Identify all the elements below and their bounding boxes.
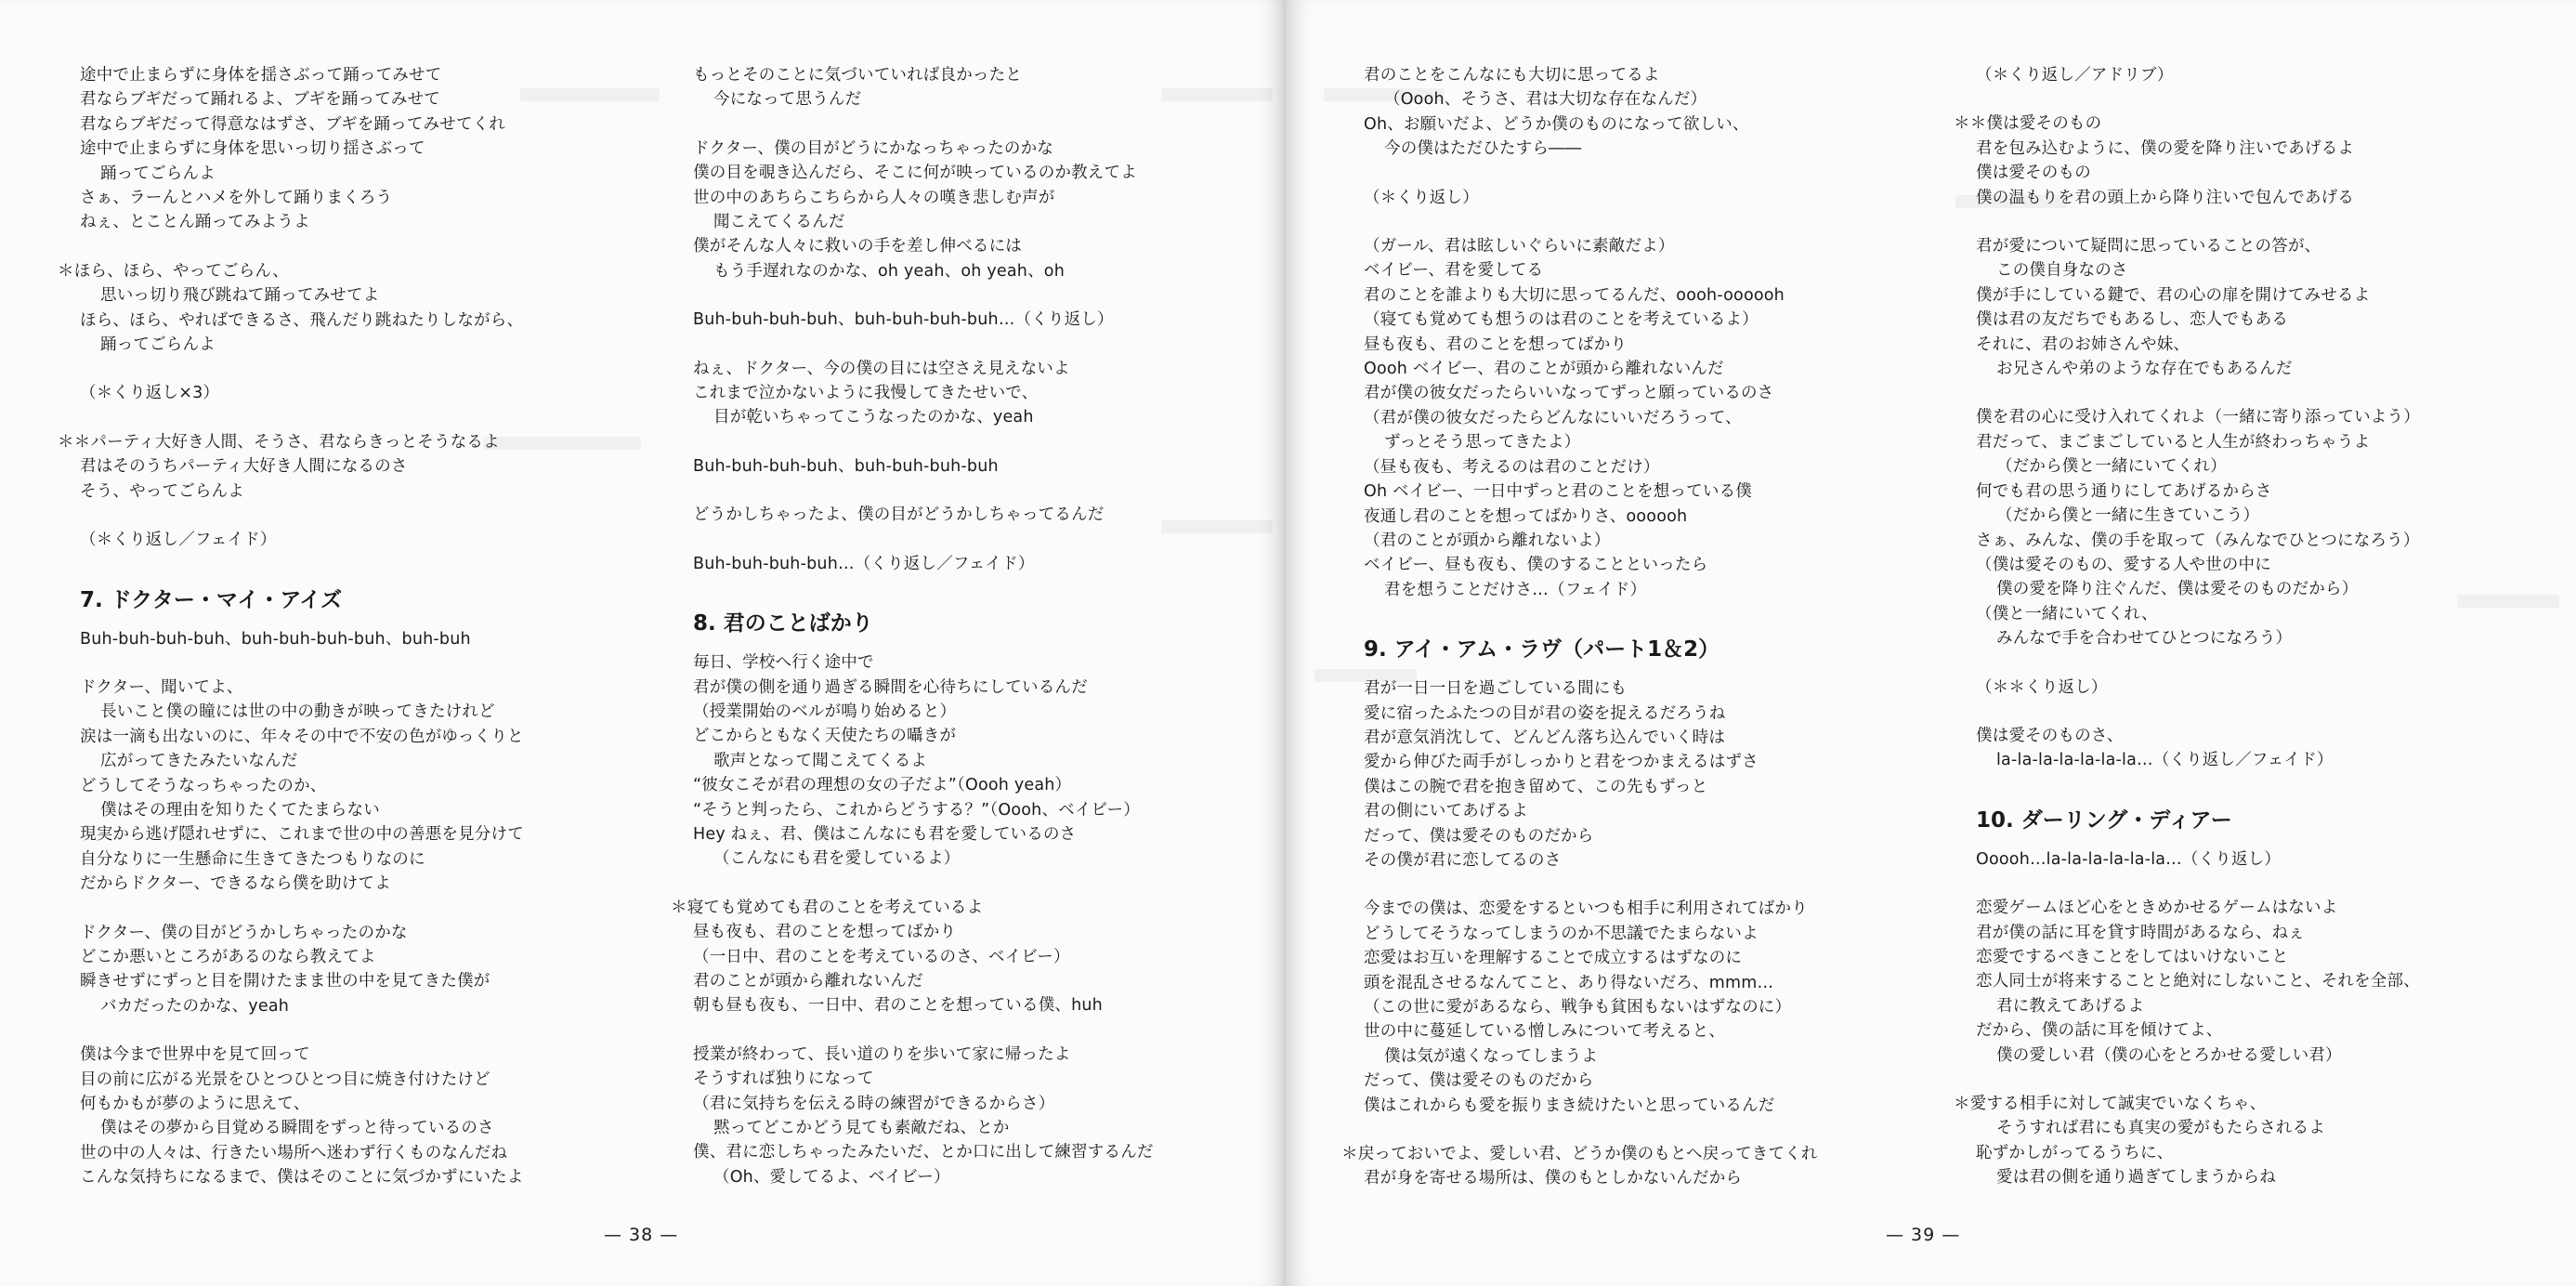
lyric-line: ベイビー、昼も夜も、僕のすることといったら <box>1364 556 1708 575</box>
lyric-line: 授業が終わって、長い道のりを歩いて家に帰ったよ <box>693 1044 1071 1064</box>
lyric-line: 君が愛について疑問に思っていることの答が、 <box>1976 237 2321 256</box>
song-title: 8. 君のことばかり <box>693 611 873 636</box>
lyric-line: ＊愛する相手に対して誠実でいなくちゃ、 <box>1954 1095 2267 1113</box>
lyric-line: 途中で止まらずに身体を揺さぶって踊ってみせて <box>80 66 442 85</box>
stanza-gap <box>1976 87 2496 112</box>
lyric-line: バカだったのかな、yeah <box>100 996 290 1016</box>
lyric-line: ほら、ほら、やればできるさ、飛んだり跳ねたりしながら、 <box>80 310 524 330</box>
lyric-line: その僕が君に恋してるのさ <box>1364 850 1562 870</box>
lyric-line: Oh ベイビー、一日中ずっと君のことを想っている僕 <box>1364 482 1752 502</box>
lyric-line: どうしてそうなってしまうのか不思議でたまらないよ <box>1364 924 1759 943</box>
lyric-line: ずっとそう思ってきたよ） <box>1384 433 1581 453</box>
lyric-line: こんな気持ちになるまで、僕はそのことに気づかずにいたよ <box>80 1168 524 1188</box>
stanza-gap <box>693 1018 1213 1043</box>
lyric-line: ＊＊僕は愛そのもの <box>1954 114 2102 134</box>
lyric-line: ドクター、僕の目がどうにかなっちゃったのかな <box>693 138 1053 158</box>
lyric-line: 愛から伸びた両手がしっかりと君をつかまえるはずさ <box>1364 753 1759 772</box>
lyric-line: 僕の温もりを君の頭上から降り注いで包んであげる <box>1976 188 2355 207</box>
page-number: — 38 — <box>604 1225 679 1245</box>
lyric-line: 瞬きせずにずっと目を開けたまま世の中を見てきた僕が <box>80 972 490 991</box>
lyric-line: “そうと判ったら、これからどうする？”（Oooh、ベイビー） <box>693 800 1140 820</box>
lyric-line: （昼も夜も、考えるのは君のことだけ） <box>1364 457 1660 477</box>
lyrics-page-38 <box>0 0 1286 1286</box>
stanza-gap <box>1976 1068 2496 1092</box>
stanza-gap <box>1976 381 2496 405</box>
lyric-line: 僕が手にしている鍵で、君の心の扉を開けてみせるよ <box>1976 285 2371 305</box>
stanza-gap <box>693 576 1213 600</box>
lyric-line: 今になって思うんだ <box>713 90 862 110</box>
stanza-gap <box>693 528 1213 552</box>
lyrics-column-left-2 <box>671 63 1213 1189</box>
song-title: 9. アイ・アム・ラヴ（パート1＆2） <box>1364 637 1720 663</box>
stanza-gap <box>80 651 600 676</box>
lyric-line: Buh-buh-buh-buh、buh-buh-buh-buh <box>693 456 999 476</box>
lyric-line: （僕と一緒にいてくれ、 <box>1976 604 2158 623</box>
lyric-line: 君が身を寄せる場所は、僕のもとしかないんだから <box>1364 1169 1743 1188</box>
lyric-line: （＊くり返し／フェイド） <box>80 531 277 550</box>
lyric-line: 昼も夜も、君のことを想ってばかり <box>693 923 957 942</box>
lyric-line: （＊＊くり返し） <box>1976 677 2108 697</box>
lyric-line: 君の側にいてあげるよ <box>1364 802 1528 821</box>
lyric-line: （この世に愛があるなら、戦争も貧困もないはずなのに） <box>1364 998 1792 1017</box>
lyric-line: 今までの僕は、恋愛をするといつも相手に利用されてばかり <box>1364 899 1808 919</box>
lyric-line: 涙は一滴も出ないのに、年々その中で不安の色がゆっくりと <box>80 727 524 746</box>
lyric-line: 世の中のあちらこちらから人々の嘆き悲しむ声が <box>693 188 1055 207</box>
lyric-line: 恋愛はお互いを理解することで成立するはずなのに <box>1364 949 1743 968</box>
lyric-line: 目の前に広がる光景をひとつひとつ目に焼き付けたけど <box>80 1069 490 1089</box>
stanza-gap <box>80 406 600 430</box>
lyric-line: 僕の愛を降り注ぐんだ、僕は愛そのものだから） <box>1996 580 2359 599</box>
lyric-line: 君に教えてあげるよ <box>1996 996 2145 1016</box>
stanza-gap <box>1976 700 2496 724</box>
lyric-line: （僕は愛そのもの、愛する人や世の中に <box>1976 555 2271 574</box>
lyric-line: 僕は今まで世界中を見て回って <box>80 1045 310 1065</box>
lyric-line: 愛は君の側を通り過ぎてしまうからね <box>1996 1168 2276 1188</box>
lyric-line: お兄さんや弟のような存在でもあるんだ <box>1996 360 2293 379</box>
lyric-line: 朝も昼も夜も、一日中、君のことを想っている僕、huh <box>693 996 1103 1016</box>
lyric-line: 君が僕の側を通り過ぎる瞬間を心待ちにしているんだ <box>693 677 1088 697</box>
lyric-line: 僕がそんな人々に救いの手を差し伸べるには <box>693 237 1022 256</box>
lyrics-column-left-1 <box>58 63 600 1190</box>
lyric-line: さぁ、みんな、僕の手を取って（みんなでひとつになろう） <box>1976 531 2420 550</box>
lyric-line: 広がってきたみたいなんだ <box>100 752 298 771</box>
lyric-line: 毎日、学校へ行く途中で <box>693 653 874 673</box>
lyric-line: 恋愛でするべきことをしてはいけないこと <box>1976 947 2289 966</box>
lyric-line: Hey ねぇ、君、僕はこんなにも君を愛しているのさ <box>693 824 1077 844</box>
lyric-line: 黙ってどこかどう見ても素敵だね、とか <box>713 1119 1010 1137</box>
lyric-line: もっとそのことに気づいていれば良かったと <box>693 66 1022 85</box>
lyrics-column-right-1 <box>1341 63 1884 1191</box>
lyric-line: 僕は君の友だちでもあるし、恋人でもある <box>1976 310 2289 330</box>
lyric-line: 僕はその夢から目覚める瞬間をずっと待っているのさ <box>100 1119 494 1138</box>
lyric-line: 君が僕の話に耳を貸す時間があるなら、ねぇ <box>1976 923 2305 942</box>
song-title: 10. ダーリング・ディアー <box>1976 807 2232 833</box>
lyric-line: 恋人同士が将来することと絶対にしないこと、それを全部、 <box>1976 972 2420 991</box>
lyric-line: ドクター、聞いてよ、 <box>80 677 243 697</box>
lyric-line: 世の中に蔓延している憎しみについて考えると、 <box>1364 1022 1726 1042</box>
lyric-line: la-la-la-la-la-la-la…（くり返し／フェイド） <box>1996 751 2334 770</box>
lyric-line: （一日中、君のことを考えているのさ、ベイビー） <box>693 947 1070 966</box>
lyric-line: 夜通し君のことを想ってばかりさ、oooooh <box>1364 506 1688 526</box>
lyric-line: （ガール、君は眩しいぐらいに素敵だよ） <box>1364 237 1675 256</box>
lyric-line: 僕は愛そのものさ、 <box>1976 726 2124 745</box>
lyric-line: 途中で止まらずに身体を思いっ切り揺さぶって <box>80 139 425 159</box>
lyric-line: 歌声となって聞こえてくるよ <box>713 751 928 770</box>
page-number: — 39 — <box>1886 1225 1961 1245</box>
stanza-gap <box>693 112 1213 137</box>
stanza-gap <box>1976 210 2496 234</box>
lyric-line: 思いっ切り飛び跳ねて踊ってみせてよ <box>100 286 380 306</box>
lyric-line: Buh-buh-buh-buh…（くり返し／フェイド） <box>693 554 1035 573</box>
lyric-line: ＊寝ても覚めても君のことを考えているよ <box>671 898 984 917</box>
lyric-line: （君が僕の彼女だったらどんなにいいだろうって、 <box>1364 408 1742 427</box>
lyric-line: （Oh、愛してるよ、ベイビー） <box>713 1167 950 1187</box>
stanza-gap <box>80 235 600 259</box>
lyric-line: 僕は愛そのもの <box>1976 164 2091 183</box>
lyric-line: 今の僕はただひたすら―― <box>1384 139 1582 159</box>
lyric-line: 自分なりに一生懸命に生きてきたつもりなのに <box>80 849 425 869</box>
lyric-line: ベイビー、君を愛してる <box>1364 261 1544 281</box>
lyric-line: この僕自身なのさ <box>1996 261 2128 281</box>
stanza-gap <box>1364 1118 1884 1142</box>
stanza-gap <box>1976 773 2496 797</box>
lyric-line: 君を想うことだけさ…（フェイド） <box>1384 580 1647 599</box>
lyric-line: Buh-buh-buh-buh、buh-buh-buh-buh、buh-buh <box>80 629 471 649</box>
lyric-line: 君のことをこんなにも大切に思ってるよ <box>1364 66 1660 85</box>
stanza-gap <box>693 333 1213 357</box>
lyric-line: 僕はその理由を知りたくてたまらない <box>100 800 380 820</box>
lyric-line: 現実から逃げ隠れせずに、これまで世の中の善悪を見分けて <box>80 825 524 845</box>
lyric-line: 頭を混乱させるなんてこと、あり得ないだろ、mmm… <box>1364 973 1774 992</box>
lyric-line: （だから僕と一緒に生きていこう） <box>1996 506 2260 526</box>
stanza-gap <box>1364 210 1884 234</box>
lyric-line: 僕の目を覗き込んだら、そこに何が映っているのか教えてよ <box>693 164 1137 183</box>
lyric-line: （だから僕と一緒にいてくれ） <box>1996 457 2227 477</box>
lyric-line: 踊ってごらんよ <box>100 164 216 183</box>
lyric-line: どこか悪いところがあるのなら教えてよ <box>80 947 376 966</box>
lyric-line: 君だって、まごまごしていると人生が終わっちゃうよ <box>1976 432 2371 452</box>
stanza-gap <box>693 283 1213 308</box>
lyric-line: Buh-buh-buh-buh、buh-buh-buh-buh…（くり返し） <box>693 310 1114 330</box>
lyric-line: （君に気持ちを伝える時の練習ができるからさ） <box>693 1094 1055 1113</box>
lyric-line: 目が乾いちゃってこうなったのかな、yeah <box>713 408 1034 427</box>
lyric-line: ねぇ、ドクター、今の僕の目には空さえ見えないよ <box>693 359 1070 378</box>
stanza-gap <box>80 553 600 577</box>
stanza-gap <box>1364 602 1884 626</box>
lyric-line: 恋愛ゲームほど心をときめかせるゲームはないよ <box>1976 899 2338 918</box>
stanza-gap <box>1364 873 1884 897</box>
lyric-line: 君が一日一日を過ごしている間にも <box>1364 679 1628 699</box>
lyric-line: ＊＊パーティ大好き人間、そうさ、君ならきっとそうなるよ <box>58 432 500 452</box>
lyric-line: だからドクター、できるなら僕を助けてよ <box>80 874 391 894</box>
lyric-line: （＊くり返し／アドリブ） <box>1976 66 2174 85</box>
stanza-gap <box>80 897 600 921</box>
lyric-line: ＊ほら、ほら、やってごらん、 <box>58 261 289 281</box>
lyric-line: Ooooh…la-la-la-la-la-la…（くり返し） <box>1976 849 2282 869</box>
lyric-line: （Oooh、そうさ、君は大切な存在なんだ） <box>1384 90 1707 110</box>
stanza-gap <box>1976 651 2496 676</box>
stanza-gap <box>80 357 600 381</box>
lyric-line: （寝ても覚めても想うのは君のことを考えているよ） <box>1364 310 1759 330</box>
lyric-line: 長いこと僕の瞳には世の中の動きが映ってきたけれど <box>100 702 495 722</box>
lyric-line: どこからともなく天使たちの囁きが <box>693 727 957 746</box>
stanza-gap <box>693 430 1213 454</box>
lyric-line: 僕を君の心に受け入れてくれよ（一緒に寄り添っていよう） <box>1976 408 2420 427</box>
lyric-line: （こんなにも君を愛しているよ） <box>713 849 961 869</box>
lyric-line: 恥ずかしがってるうちに、 <box>1976 1143 2174 1162</box>
lyric-line: 君のことを誰よりも大切に思ってるんだ、oooh-oooooh <box>1364 285 1785 305</box>
song-title: 7. ドクター・マイ・アイズ <box>80 587 343 612</box>
lyric-line: だって、僕は愛そのものだから <box>1364 1071 1594 1091</box>
lyric-line: みんなで手を合わせてひとつになろう） <box>1996 629 2293 649</box>
lyric-line: 僕の愛しい君（僕の心をとろかせる愛しい君） <box>1996 1045 2342 1065</box>
lyric-line: 世の中の人々は、行きたい場所へ迷わず行くものなんだね <box>80 1143 508 1162</box>
lyric-line: 僕、君に恋しちゃったみたいだ、とか口に出して練習するんだ <box>693 1143 1154 1162</box>
stanza-gap <box>1976 872 2496 896</box>
lyric-line: 君はそのうちパーティ大好き人間になるのさ <box>80 457 408 477</box>
lyric-line: そうすれば独りになって <box>693 1069 874 1089</box>
lyric-line: Oooh ベイビー、君のことが頭から離れないんだ <box>1364 360 1724 379</box>
lyric-line: 何もかもが夢のように思えて、 <box>80 1095 310 1113</box>
lyric-line: “彼女こそが君の理想の女の子だよ”（Oooh yeah） <box>693 776 1072 795</box>
stanza-gap <box>1364 162 1884 186</box>
lyrics-page-39 <box>1287 0 2576 1286</box>
lyric-line: 君を包み込むように、僕の愛を降り注いであげるよ <box>1976 138 2355 158</box>
lyric-line: 君ならブギだって得意なはずさ、ブギを踊ってみせてくれ <box>80 114 506 134</box>
lyric-line: 君が僕の彼女だったらいいなってずっと願っているのさ <box>1364 384 1774 403</box>
lyric-line: どうかしちゃったよ、僕の目がどうかしちゃってるんだ <box>693 505 1105 525</box>
lyric-line: だって、僕は愛そのものだから <box>1364 826 1594 846</box>
stanza-gap <box>693 479 1213 503</box>
lyrics-column-right-2 <box>1954 63 2496 1190</box>
lyric-line: 愛に宿ったふたつの目が君の姿を捉えるだろうね <box>1364 703 1726 723</box>
lyric-line: 僕は気が遠くなってしまうよ <box>1384 1046 1599 1066</box>
lyric-line: 昼も夜も、君のことを想ってばかり <box>1364 335 1628 354</box>
lyric-line: （＊くり返し×3） <box>80 384 220 403</box>
lyric-line: 何でも君の思う通りにしてあげるからさ <box>1976 481 2272 501</box>
lyric-line: （＊くり返し） <box>1364 188 1479 207</box>
lyric-line: そう、やってごらんよ <box>80 481 244 501</box>
lyric-line: 聞こえてくるんだ <box>713 213 845 232</box>
lyric-line: 僕はこれからも愛を振りまき続けたいと思っているんだ <box>1364 1096 1775 1115</box>
lyric-line: 踊ってごらんよ <box>100 335 216 355</box>
lyric-line: 君ならブギだって踊れるよ、ブギを踊ってみせて <box>80 90 440 110</box>
lyric-line: （授業開始のベルが鳴り始めると） <box>693 702 957 721</box>
lyric-line: もう手遅れなのかな、oh yeah、oh yeah、oh <box>713 261 1065 281</box>
lyric-line: そうすれば君にも真実の愛がもたらされるよ <box>1996 1119 2325 1138</box>
lyric-line: それに、君のお姉さんや妹、 <box>1976 335 2190 354</box>
lyric-line: ＊戻っておいでよ、愛しい君、どうか僕のもとへ戻ってきてくれ <box>1341 1145 1818 1164</box>
stanza-gap <box>80 1018 600 1043</box>
lyric-line: だから、僕の話に耳を傾けてよ、 <box>1976 1021 2223 1041</box>
lyric-line: 僕はこの腕で君を抱き留めて、この先もずっと <box>1364 777 1708 796</box>
lyric-line: 君が意気消沈して、どんどん落ち込んでいく時は <box>1364 728 1726 747</box>
lyric-line: Oh、お願いだよ、どうか僕のものになって欲しい、 <box>1364 114 1749 134</box>
lyric-line: （君のことが頭から離れないよ） <box>1364 531 1611 550</box>
stanza-gap <box>693 872 1213 896</box>
stanza-gap <box>80 504 600 528</box>
lyric-line: ドクター、僕の目がどうかしちゃったのかな <box>80 923 408 942</box>
lyric-line: どうしてそうなっちゃったのか、 <box>80 776 327 795</box>
lyric-line: ねぇ、とことん踊ってみようよ <box>80 213 310 232</box>
lyric-line: さぁ、ラーんとハメを外して踊りまくろう <box>80 189 393 208</box>
lyric-line: これまで泣かないように我慢してきたせいで、 <box>693 384 1039 403</box>
lyric-line: 君のことが頭から離れないんだ <box>693 971 923 991</box>
